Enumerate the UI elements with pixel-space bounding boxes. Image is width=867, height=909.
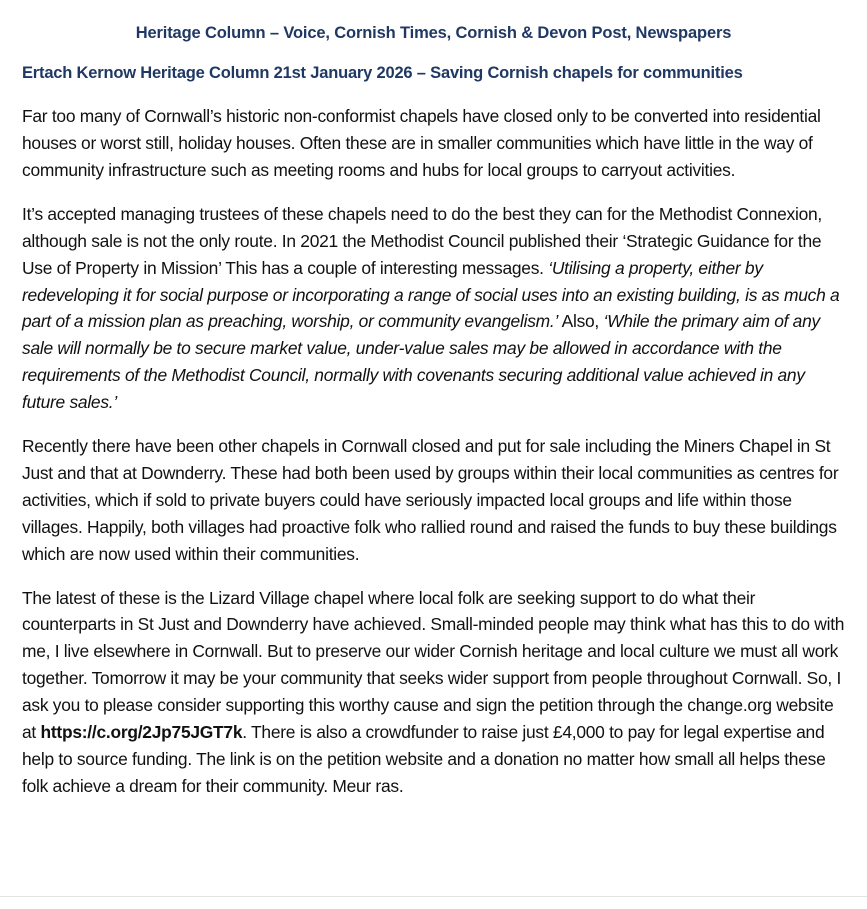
page-title: Heritage Column – Voice, Cornish Times, Cornish & Devon Post, Newspapers [135, 24, 732, 42]
paragraph-4-intro: The latest of these is the Lizard Village chapel where local folk are seeking support to do what their counterparts in St Just and Downderry have achieved. Small-minded people may think what has this to do with me, I live elsewhere in Cornwall. But to preserve our wider Cornish heritage and local culture we must all work together. Tomorrow it may be your community that seeks wider support from people throughout Cornwall. So, I ask you to please consider supporting this worthy cause and sign the petition through the change.org website at [22, 587, 845, 742]
paragraph-2-intro: It’s accepted managing trustees of these chapels need to do the best they can for the Methodist Connexion, although sale is not the only route. In 2021 the Methodist Council published their ‘Strategic Guidance for the Use of Property in Mission’ This has a couple of interesting messages. [22, 203, 822, 278]
article-subtitle: Ertach Kernow Heritage Column 21st January 2026 – Saving Cornish chapels for communities [22, 63, 743, 82]
paragraph-4-outro: . There is also a crowdfunder to raise just £4,000 to pay for legal expertise and help to source funding. The link is on the petition website and a donation no matter how small all helps these folk achieve a dream for their community. Meur ras. [22, 721, 826, 796]
quoted-guidance-second: ‘While the primary aim of any sale will normally be to secure market value, under-value sales may be allowed in accordance with the requirements of the Methodist Council, normally with covenants securing additional value achieved in any future sales.’ [22, 311, 820, 413]
petition-link[interactable]: https://c.org/2Jp75JGT7k [40, 721, 243, 742]
paragraph-2 [22, 184, 847, 416]
quoted-guidance-first: ‘Utilising a property, either by redeveloping it for social purpose or incorporating a range of social uses into an existing building, is as much a part of a mission plan as preaching, worship, or community evangelism.’ [22, 257, 840, 332]
paragraph-1: Far too many of Cornwall’s historic non-conformist chapels have closed only to be converted into residential houses or worst still, holiday houses. Often these are in smaller communities which have little in the way of community infrastructure such as meeting rooms and hubs for local groups to carryout activities. [22, 106, 821, 181]
footer-divider [0, 896, 867, 897]
paragraph-2-connector: Also, [558, 311, 604, 332]
paragraph-3: Recently there have been other chapels in Cornwall closed and put for sale including the Miners Chapel in St Just and that at Downderry. These had both been used by groups within their local communities as centres for activities, which if sold to private buyers could have seriously impacted local groups and life within those villages. Happily, both villages had proactive folk who rallied round and raised the funds to buy these buildings which are now used within their communities. [22, 436, 839, 564]
paragraph-4 [22, 568, 847, 800]
article-body [0, 83, 867, 799]
